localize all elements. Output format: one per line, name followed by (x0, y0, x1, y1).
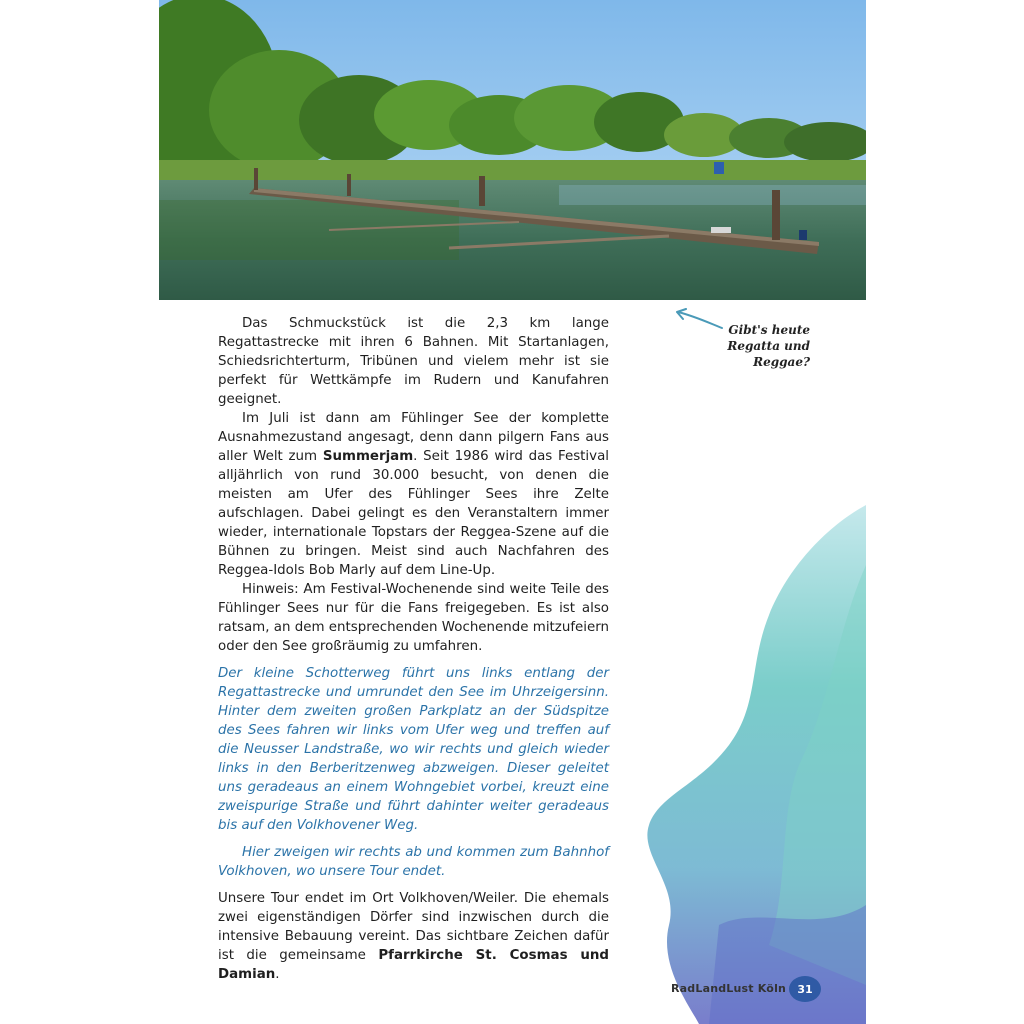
paragraph-volkhoven (218, 889, 609, 984)
paragraph-summerjam-text-rest: . Seit 1986 wird das Festival alljährlich von rund 30.000 besucht, von denen die meisten am Ufer des Fühlinger Sees ihre Zelte aufschlagen. Dabei gelingt es den Veranstaltern immer wieder, internationale Topstars der Reggea-Szene auf die Bühnen zu bringen. Meist sind auch Nachfahren des Reggea-Idols Bob Marly auf dem Line-Up. (218, 449, 609, 578)
church-highlight: Pfarrkirche St. Cosmas und Damian (218, 948, 610, 982)
side-note-line-1: Gibt's heute (728, 323, 810, 337)
summerjam-highlight: Summerjam (322, 449, 414, 464)
route-end: Hier zweigen wir rechts ab und kommen zum Bahnhof Volkhoven, wo unsere Tour endet. (218, 845, 609, 879)
paragraph-summerjam (218, 409, 609, 580)
paragraph-hinweis: Hinweis: Am Festival-Wochenende sind weite Teile des Fühlinger Sees nur für die Fans freigegeben. Es ist also ratsam, an dem entsprechenden Wochenende mitzufeiern oder den See großräumig zu umfahren. (218, 582, 609, 654)
lake-photo (159, 0, 866, 300)
paragraph-regatta: Das Schmuckstück ist die 2,3 km lange Regattastrecke mit ihren 6 Bahnen. Mit Startanlagen, Schiedsrichterturm, Tribünen und vielem mehr ist sie perfekt für Wettkämpfe im Rudern und Kanufahren geeignet. (218, 316, 609, 407)
watercolor-decoration (639, 505, 866, 1024)
side-note-text (686, 322, 810, 370)
route-description: Der kleine Schotterweg führt uns links entlang der Regattastrecke und umrundet den See im Uhrzeigersinn. Hinter dem zweiten großen Parkplatz an der Südspitze des Sees fahren wir links vom Ufer weg und treffen auf die Neusser Landstraße, wo wir rechts und gleich wieder links in den Berberitzenweg abzweigen. Dieser geleitet uns geradeaus an einem Wohngebiet vorbei, kreuzt eine zweispurige Straße und führt dahinter weiter geradeaus bis auf den Volkhovener Weg. (218, 666, 609, 833)
body-text (218, 314, 609, 984)
side-note (664, 308, 824, 369)
page-number-badge: 31 (789, 976, 821, 1002)
side-note-line-2: Regatta und Reggae? (727, 339, 810, 369)
paragraph-volkhoven-text: Unsere Tour endet im Ort Volkhoven/Weiler. Die ehemals zwei eigenständigen Dörfer sind inzwischen durch die intensive Bebauung vereint. Das sichtbare Zeichen dafür ist die gemeinsame (218, 891, 609, 963)
book-page (159, 0, 866, 1024)
paragraph-summerjam-text: Im Juli ist dann am Fühlinger See der komplette Ausnahmezustand angesagt, denn dann pilgern Fans aus aller Welt zum (218, 411, 609, 464)
paragraph-volkhoven-end: . (275, 967, 280, 982)
footer-book-title: RadLandLust Köln (671, 982, 787, 995)
